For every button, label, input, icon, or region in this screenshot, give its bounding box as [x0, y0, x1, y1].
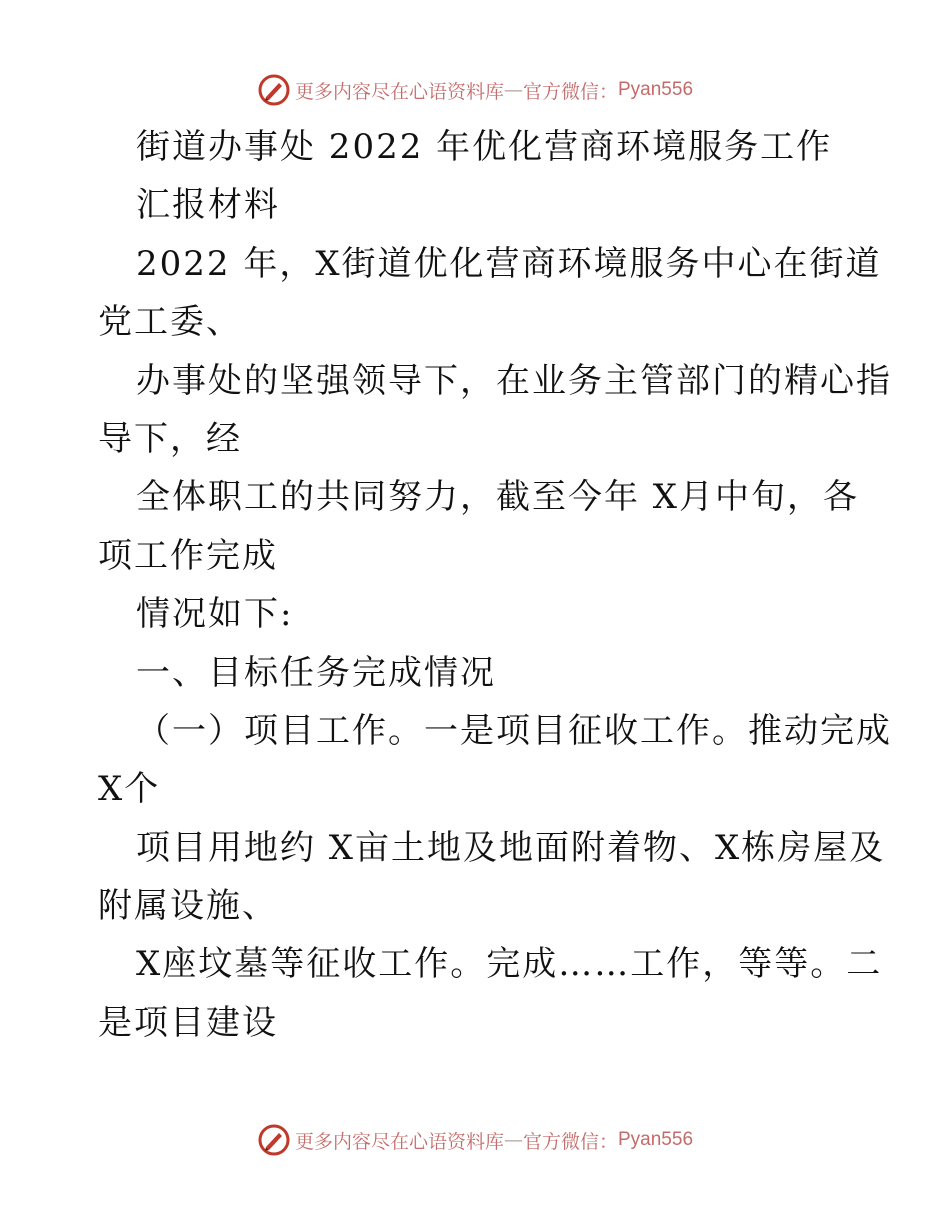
paragraph-line: X个: [98, 769, 161, 810]
watermark-text: 更多内容尽在心语资料库: [294, 1130, 504, 1153]
watermark-contact: 官方微信：: [522, 1130, 618, 1153]
paragraph-line: 办事处的坚强领导下，在业务主管部门的精心指: [136, 360, 892, 401]
watermark-id: Pyan556: [618, 1129, 694, 1150]
paragraph-line: 2022 年，X街道优化营商环境服务中心在街道: [136, 243, 882, 284]
paragraph-line: 导下，经: [98, 418, 242, 459]
watermark-separator: —: [503, 1129, 523, 1151]
watermark-id: Pyan556: [618, 79, 694, 100]
paragraph-line: 全体职工的共同努力，截至今年 X月中旬，各: [136, 477, 860, 518]
paragraph-line: 附属设施、: [98, 886, 278, 927]
paragraph-line: 党工委、: [98, 302, 242, 343]
document-body: [98, 118, 892, 1052]
watermark-footer: [0, 1120, 950, 1160]
watermark-header: [0, 70, 950, 110]
paragraph-line: 项目用地约 X亩土地及地面附着物、X栋房屋及: [136, 827, 886, 868]
doc-title-line-2: 汇报材料: [136, 185, 280, 226]
paragraph-line: 项工作完成: [98, 535, 278, 576]
watermark-contact: 官方微信：: [522, 80, 618, 103]
paragraph-line: 是项目建设: [98, 1002, 278, 1043]
section-heading: 一、目标任务完成情况: [136, 652, 496, 693]
watermark-text: 更多内容尽在心语资料库: [294, 80, 504, 103]
paragraph-line: X座坟墓等征收工作。完成……工作，等等。二: [136, 944, 883, 985]
watermark-separator: —: [503, 79, 523, 101]
pen-logo-icon: [257, 73, 291, 107]
doc-title-line-1: 街道办事处 2022 年优化营商环境服务工作: [136, 127, 833, 167]
paragraph-line: （一）项目工作。一是项目征收工作。推动完成: [136, 710, 892, 751]
paragraph-line: 情况如下:: [136, 594, 294, 635]
pen-logo-icon: [257, 1123, 291, 1157]
